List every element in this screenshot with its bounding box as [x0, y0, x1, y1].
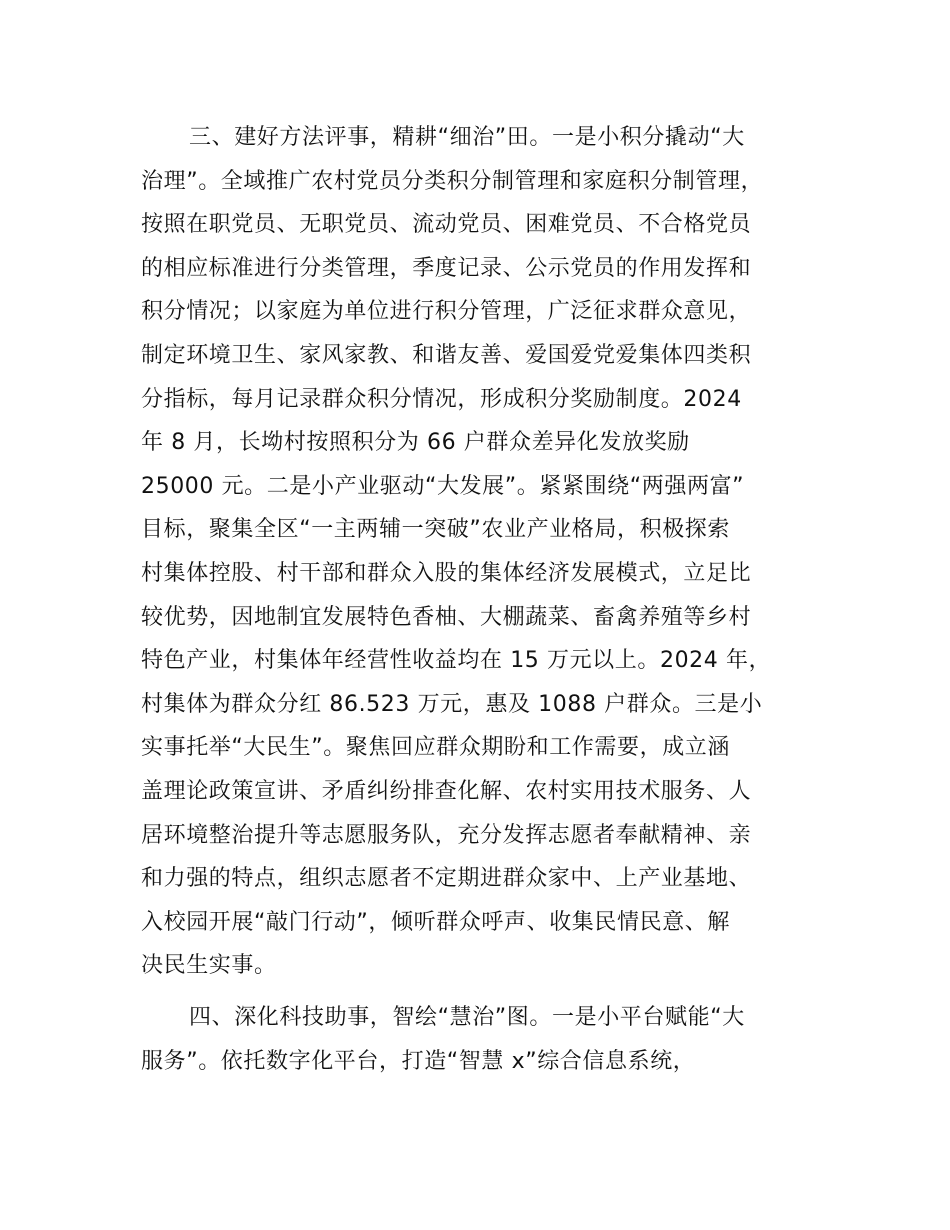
paragraph-line: 居环境整治提升等志愿服务队，充分发挥志愿者奉献精神、亲	[141, 822, 752, 848]
paragraph-line: 村集体为群众分红 86.523 万元，惠及 1088 户群众。三是小	[141, 691, 763, 717]
paragraph-line: 决民生实事。	[141, 953, 277, 979]
paragraph-line: 入校园开展“敲门行动”，倾听群众呼声、收集民情民意、解	[141, 909, 730, 935]
paragraph-line: 特色产业，村集体年经营性收益均在 15 万元以上。2024 年，	[141, 648, 772, 674]
paragraph-line: 村集体控股、村干部和群众入股的集体经济发展模式，立足比	[141, 560, 752, 586]
paragraph-line: 较优势，因地制宜发展特色香柚、大棚蔬菜、畜禽养殖等乡村	[141, 604, 752, 630]
paragraph-line: 的相应标准进行分类管理，季度记录、公示党员的作用发挥和	[141, 255, 752, 281]
paragraph-line: 三、建好方法评事，精耕“细治”田。一是小积分撬动“大	[189, 125, 745, 150]
paragraph-line: 制定环境卫生、家风家教、和谐友善、爱国爱党爱集体四类积	[141, 342, 752, 368]
paragraph-line: 积分情况；以家庭为单位进行积分管理，广泛征求群众意见，	[141, 299, 752, 325]
paragraph-line: 分指标，每月记录群众积分情况，形成积分奖励制度。2024	[141, 386, 742, 412]
paragraph-line: 治理”。全域推广农村党员分类积分制管理和家庭积分制管理，	[141, 168, 764, 194]
paragraph-line: 服务”。依托数字化平台，打造“智慧 x”综合信息系统，	[141, 1048, 696, 1074]
paragraph-line: 四、深化科技助事，智绘“慧治”图。一是小平台赋能“大	[189, 1005, 745, 1030]
paragraph-line: 25000 元。二是小产业驱动“大发展”。紧紧围绕“两强两富”	[141, 473, 745, 499]
paragraph-line: 目标，聚集全区“一主两辅一突破”农业产业格局，积极探索	[141, 517, 730, 543]
paragraph-line: 年 8 月，长坳村按照积分为 66 户群众差异化发放奖励	[141, 430, 690, 456]
paragraph-section-three	[141, 116, 841, 988]
paragraph-line: 按照在职党员、无职党员、流动党员、困难党员、不合格党员	[141, 212, 752, 238]
paragraph-section-four	[141, 996, 841, 1083]
paragraph-line: 盖理论政策宣讲、矛盾纠纷排查化解、农村实用技术服务、人	[141, 778, 752, 804]
paragraph-line: 和力强的特点，组织志愿者不定期进群众家中、上产业基地、	[141, 866, 752, 892]
paragraph-line: 实事托举“大民生”。聚焦回应群众期盼和工作需要，成立涵	[141, 735, 730, 761]
